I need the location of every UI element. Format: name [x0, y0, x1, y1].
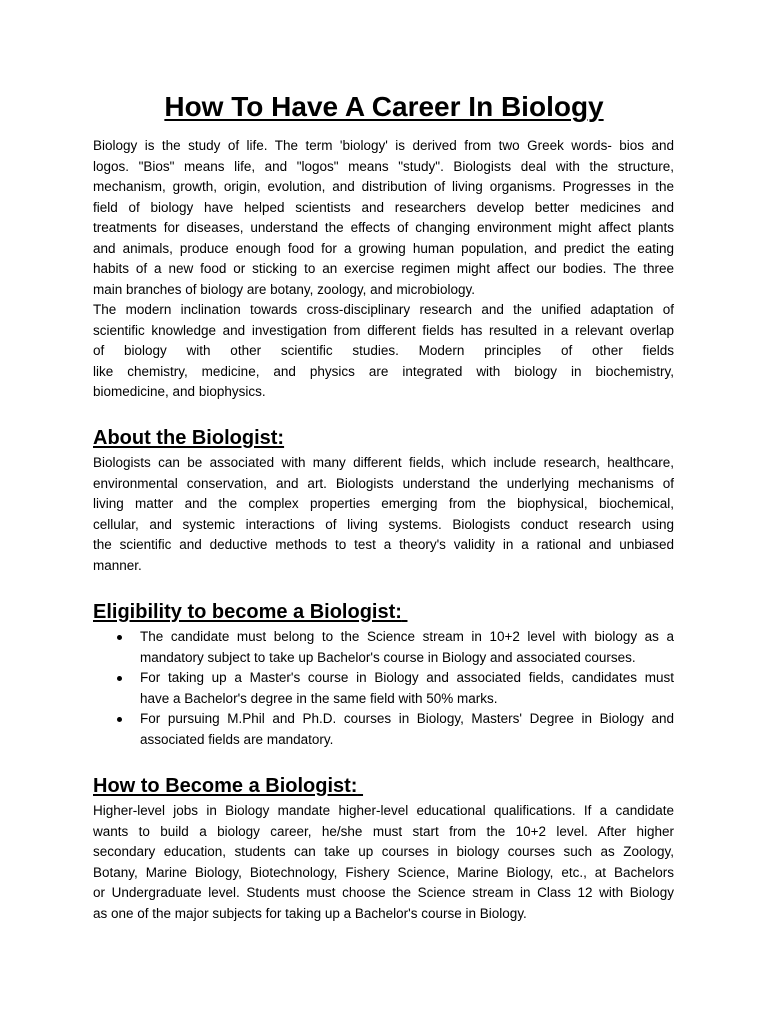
text-line: have a Bachelor's degree in the same field with 50% marks. — [140, 690, 498, 706]
text-line: the scientific and deductive methods to test a theory's validity in a rational and unbiased — [93, 537, 674, 552]
text-line: and animals, produce enough food for a growing human population, and predict the eating — [93, 240, 674, 256]
text-line: field of biology have helped scientists and researchers develop better medicines and — [93, 199, 674, 215]
text-line: habits of a new food or sticking to an exercise regimen might affect our bodies. The three — [93, 261, 674, 276]
intro-paragraph-1 — [93, 136, 674, 300]
text-line: secondary education, students can take up courses in biology courses such as Zoology, — [93, 844, 674, 859]
text-line: Biology is the study of life. The term 'biology' is derived from two Greek words- bios and — [93, 138, 674, 153]
text-line: Botany, Marine Biology, Biotechnology, Fishery Science, Marine Biology, etc., at Bachelors — [93, 864, 674, 880]
text-line: For taking up a Master's course in Biology and associated fields, candidates must — [140, 670, 674, 685]
text-line: as one of the major subjects for taking up a Bachelor's course in Biology. — [93, 905, 527, 921]
text-line: Higher-level jobs in Biology mandate higher-level educational qualifications. If a candidate — [93, 803, 674, 818]
text-line: living matter and the complex properties emerging from the biophysical, biochemical, — [93, 496, 674, 511]
bullet-icon — [117, 676, 122, 681]
bullet-icon — [117, 635, 122, 640]
text-line: The candidate must belong to the Science stream in 10+2 level with biology as a — [140, 629, 674, 644]
intro-paragraph-2 — [93, 300, 674, 403]
section-heading-eligibility: Eligibility to become a Biologist: — [93, 601, 402, 623]
eligibility-bullet-list — [140, 627, 674, 750]
text-line: cellular, and systemic interactions of living systems. Biologists conduct research using — [93, 516, 674, 532]
intro-section — [93, 136, 674, 403]
text-line: scientific knowledge and investigation from different fields has resulted in a relevant overlap — [93, 322, 674, 338]
text-line: biomedicine, and biophysics. — [93, 384, 266, 399]
text-line: Biologists can be associated with many different fields, which include research, healthcare, — [93, 455, 674, 470]
text-line: The modern inclination towards cross-disciplinary research and the unified adaptation of — [93, 302, 674, 317]
text-line: For pursuing M.Phil and Ph.D. courses in Biology, Masters' Degree in Biology and — [140, 711, 674, 726]
text-line: logos. "Bios" means life, and "logos" means "study". Biologists deal with the structure, — [93, 158, 674, 174]
list-item — [140, 709, 674, 750]
text-line: mandatory subject to take up Bachelor's course in Biology and associated courses. — [140, 649, 636, 665]
become-paragraph — [93, 801, 674, 924]
section-heading-become: How to Become a Biologist: — [93, 775, 358, 797]
text-line: wants to build a biology career, he/she must start from the 10+2 level. After higher — [93, 823, 674, 839]
bullet-icon — [117, 717, 122, 722]
text-line: environmental conservation, and art. Biologists understand the underlying mechanisms of — [93, 475, 674, 491]
list-item — [140, 627, 674, 668]
text-line: treatments for diseases, understand the effects of changing environment might affect plants — [93, 220, 674, 235]
section-heading-about: About the Biologist: — [93, 427, 285, 449]
text-line: or Undergraduate level. Students must choose the Science stream in Class 12 with Biology — [93, 885, 674, 900]
about-paragraph — [93, 453, 674, 576]
text-line: like chemistry, medicine, and physics are integrated with biology in biochemistry, — [93, 363, 674, 379]
text-line: mechanism, growth, origin, evolution, and distribution of living organisms. Progresses in the — [93, 179, 674, 194]
list-item — [140, 668, 674, 709]
text-line: associated fields are mandatory. — [140, 731, 334, 747]
text-line: of biology with other scientific studies. Modern principles of other fields — [93, 343, 674, 358]
page-title: How To Have A Career In Biology — [164, 91, 604, 122]
text-line: main branches of biology are botany, zoology, and microbiology. — [93, 281, 475, 297]
text-line: manner. — [93, 557, 142, 573]
